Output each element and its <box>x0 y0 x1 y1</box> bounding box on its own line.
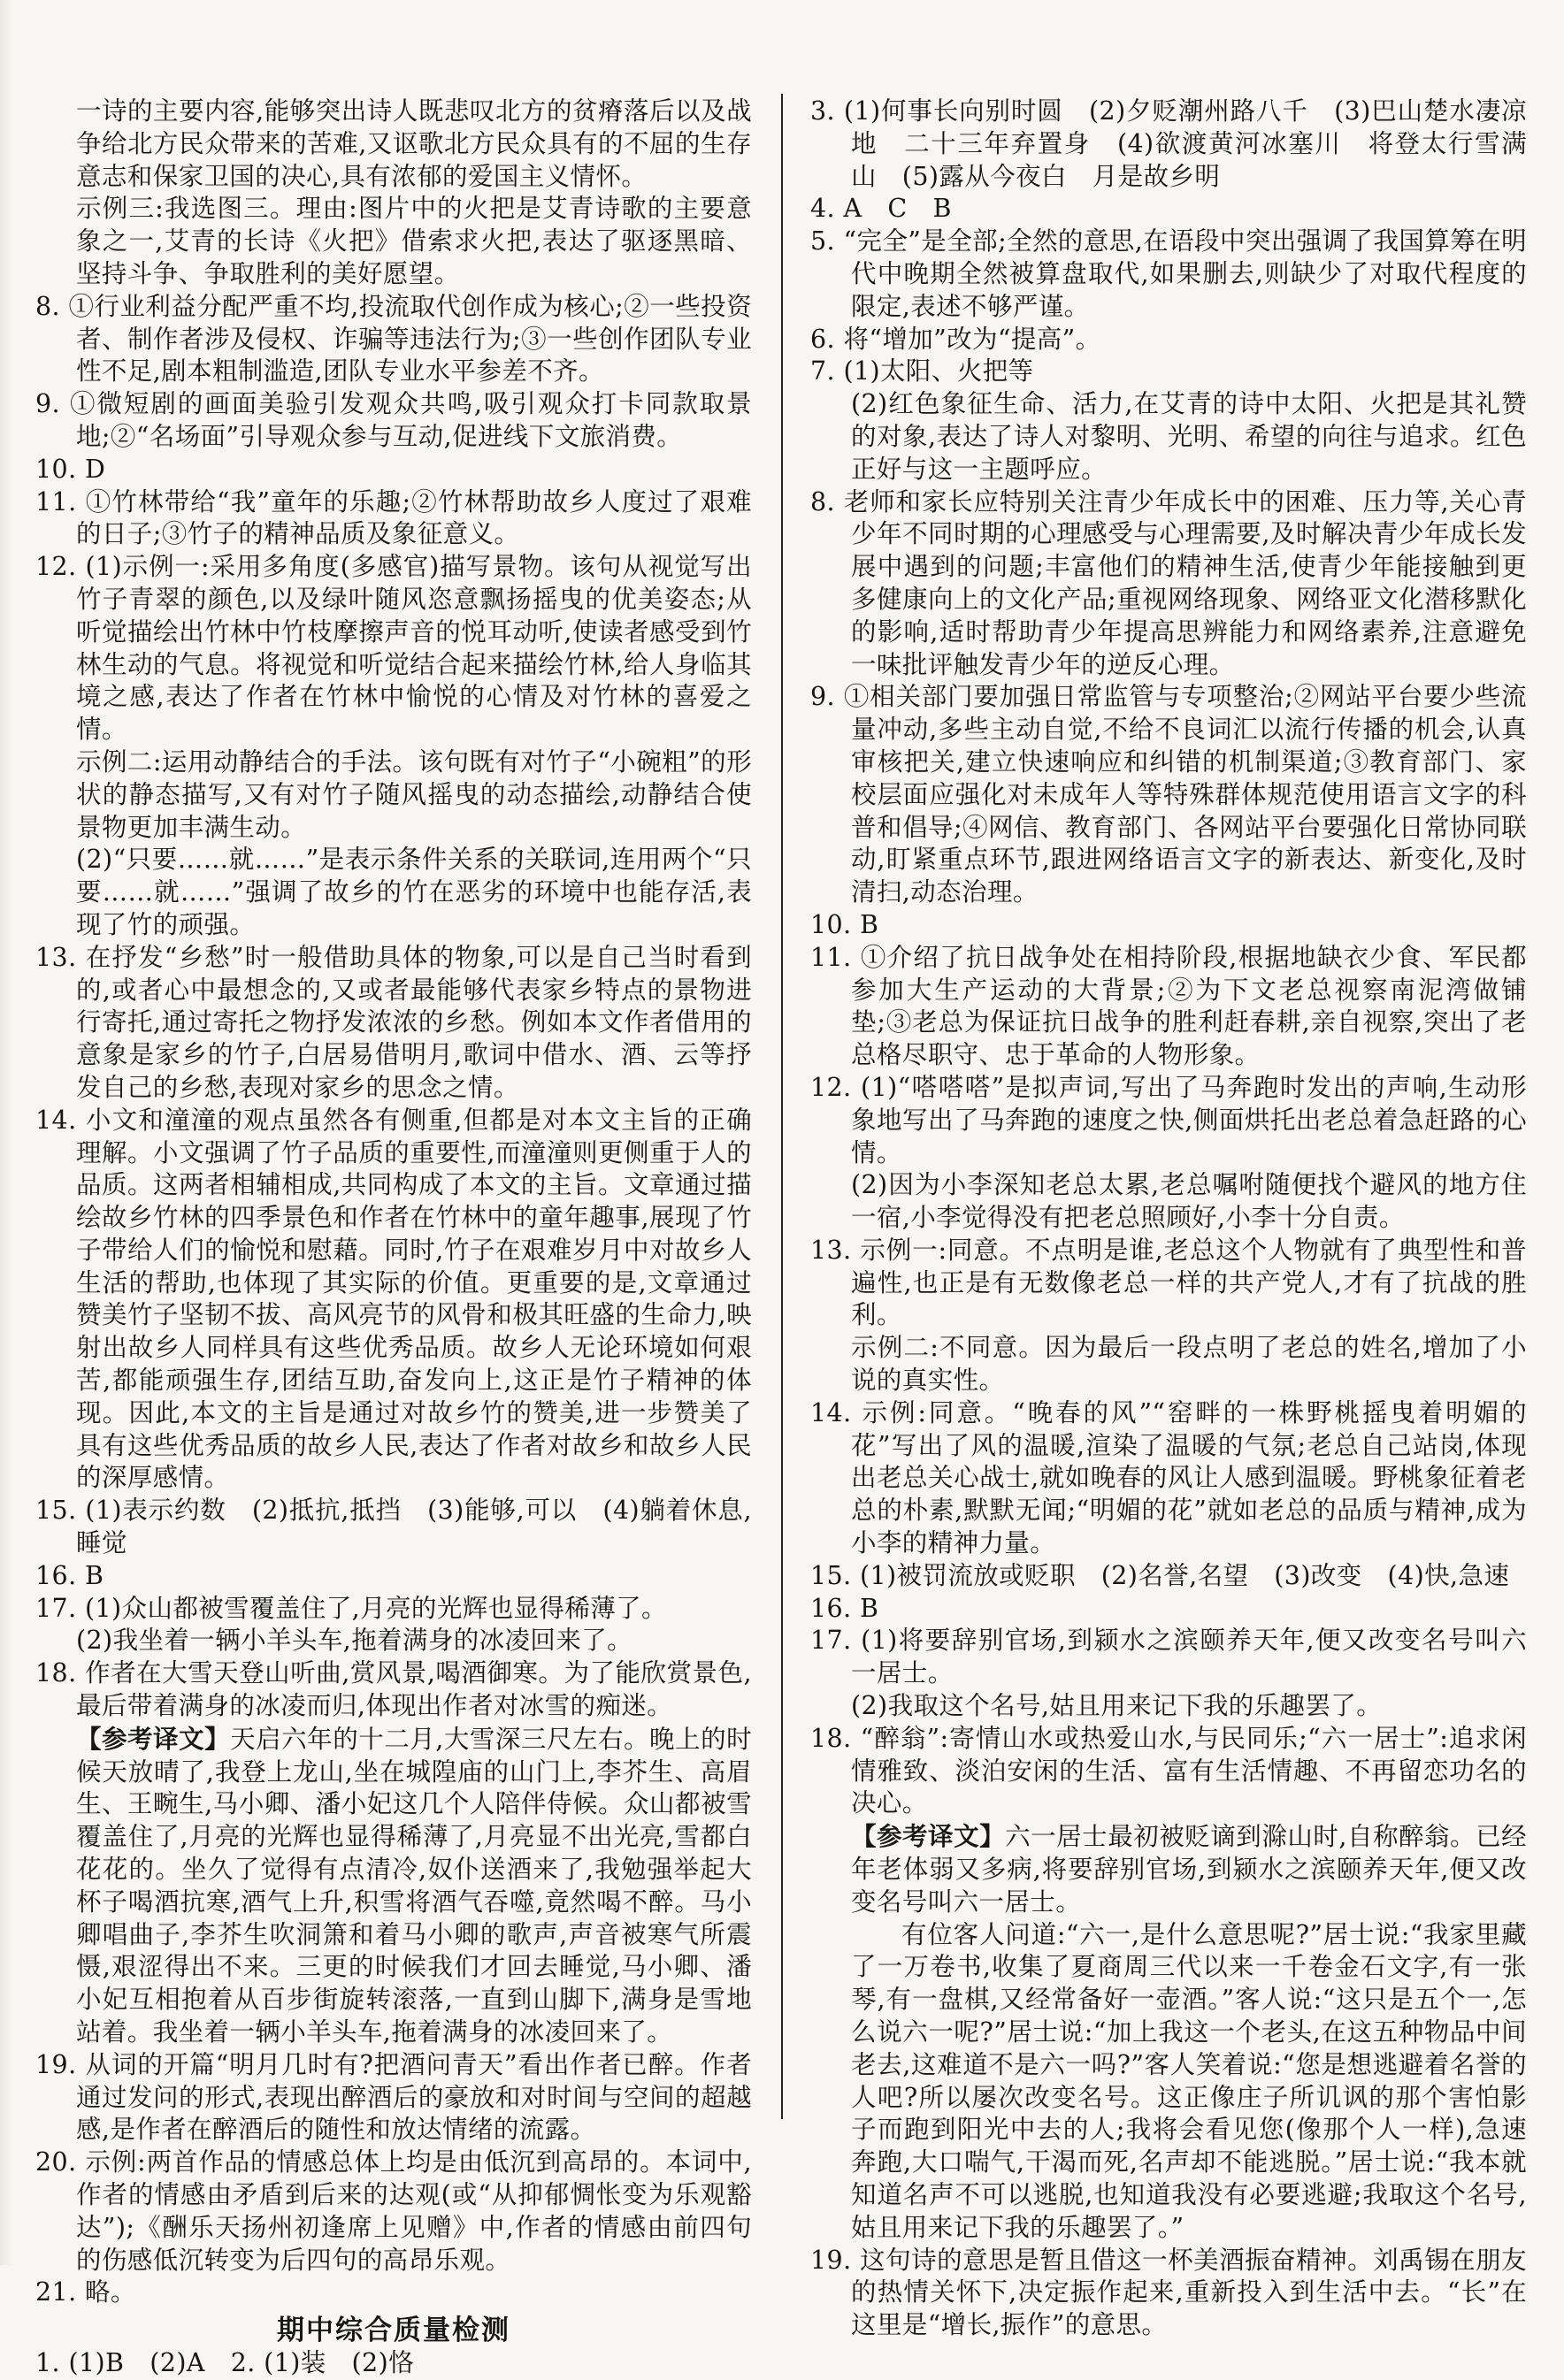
answer-text: 5. “完全”是全部;全然的意思,在语段中突出强调了我国算筹在明代中晚期全然被算盘取代,如果删去,则缺少了对取代程度的限定,表述不够严谨。 <box>810 226 1527 321</box>
answer-text: 12. (1)“嗒嗒嗒”是拟声词,写出了马奔跑时发出的声响,生动形象地写出了马奔跑的速度之快,侧面烘托出老总着急赶路的心情。 <box>810 1072 1527 1167</box>
answer-text: 16. B <box>810 1593 879 1623</box>
answer-text: 19. 从词的开篇“明月几时有?把酒问青天”看出作者已醉。作者通过发问的形式,表现出醉酒后的豪放和对时间与空间的超越感,是作者在醉酒后的随性和放达情绪的流露。 <box>35 2049 752 2145</box>
reference-translation-label: 【参考译文】 <box>851 1821 1006 1852</box>
answer-paragraph <box>35 486 752 552</box>
answer-paragraph <box>810 1690 1527 1723</box>
answer-text: 六一居士最初被贬谪到滁山时,自称醉翁。已经年老体弱又多病,将要辞别官场,到颍水之滨颐养天年,便又改变名号叫六一居士。 <box>851 1822 1527 1917</box>
answer-paragraph <box>810 486 1527 682</box>
answer-text: 19. 这句诗的意思是暂且借这一杯美酒振奋精神。刘禹锡在朋友的热情关怀下,决定振作起来,重新投入到生活中去。“长”在这里是“增长,振作”的意思。 <box>810 2245 1527 2340</box>
answer-text: (2)“只要……就……”是表示条件关系的关联词,连用两个“只要……就……”强调了故乡的竹在恶劣的环境中也能存活,表现了竹的顽强。 <box>76 845 752 939</box>
answer-paragraph <box>810 324 1527 356</box>
answer-text: 示例二:不同意。因为最后一段点明了老总的姓名,增加了小说的真实性。 <box>851 1333 1527 1396</box>
binding-shadow <box>0 0 12 2265</box>
answer-paragraph <box>35 2147 752 2277</box>
answer-paragraph <box>35 746 752 844</box>
answer-text: 14. 小文和潼潼的观点虽然各有侧重,但都是对本文主旨的正确理解。小文强调了竹子品质的重要性,而潼潼则更侧重于人的品质。这两者相辅相成,共同构成了本文的主旨。文章通过描绘故乡竹林的四季景色和作者在竹林中的童年趣事,展现了竹子带给人们的愉悦和慰藉。同时,竹子在艰难岁月中对故乡人生活的帮助,也体现了其实际的价值。更重要的是,文章通过赞美竹子坚韧不拔、高风亮节的风骨和极其旺盛的生命力,映射出故乡人同样具有这些优秀品质。故乡人无论环境如何艰苦,都能顽强生存,团结互助,奋发向上,这正是竹子精神的体现。因此,本文的主旨是通过对故乡竹的赞美,进一步赞美了具有这些优秀品质的故乡人民,表达了作者对故乡和故乡人民的深厚感情。 <box>35 1105 752 1493</box>
reference-translation-label: 【参考译文】 <box>76 1723 231 1754</box>
answer-paragraph <box>35 1560 752 1593</box>
answer-paragraph <box>810 226 1527 323</box>
answer-paragraph <box>810 1593 1527 1626</box>
answer-text: 21. 略。 <box>35 2277 136 2307</box>
answer-paragraph <box>810 1332 1527 1397</box>
answer-paragraph <box>810 2245 1527 2342</box>
answer-text: 11. ①介绍了抗日战争处在相持阶段,根据地缺衣少食、军民都参加大生产运动的大背景;②为下文老总视察南泥湾做铺垫;③老总为保证抗日战争的胜利赶春耕,亲自视察,突出了老总格尽职守、忠于革命的人物形象。 <box>810 942 1527 1070</box>
answer-paragraph <box>810 388 1527 486</box>
answer-text: 13. 在抒发“乡愁”时一般借助具体的物象,可以是自己当时看到的,或者心中最想念的,又或者最能够代表家乡特点的景物进行寄托,通过寄托之物抒发浓浓的乡愁。例如本文作者借用的意象是家乡的竹子,白居易借明月,歌词中借水、酒、云等抒发自己的乡愁,表现对家乡的思念之情。 <box>35 942 752 1102</box>
answer-paragraph <box>35 2277 752 2309</box>
answer-text: 12. (1)示例一:采用多角度(多感官)描写景物。该句从视觉写出竹子青翠的颜色,以及绿叶随风恣意飘扬摇曳的优美姿态;从听觉描绘出竹林中竹枝摩擦声音的悦耳动听,使读者感受到竹林生动的气息。将视觉和听觉结合起来描绘竹林,给人身临其境之感,表达了作者在竹林中愉悦的心情及对竹林的喜爱之情。 <box>35 552 752 745</box>
answer-text: 15. (1)表示约数 (2)抵抗,抵挡 (3)能够,可以 (4)躺着休息,睡觉 <box>35 1496 752 1558</box>
answer-paragraph <box>35 193 752 290</box>
answer-text: 17. (1)将要辞别官场,到颍水之滨颐养天年,便又改变名号叫六一居士。 <box>810 1626 1527 1688</box>
answer-paragraph <box>810 909 1527 942</box>
answer-paragraph <box>810 96 1527 193</box>
answer-text: (2)我坐着一辆小羊头车,拖着满身的冰凌回来了。 <box>76 1626 633 1656</box>
answer-paragraph <box>810 1625 1527 1690</box>
answer-text: 示例三:我选图三。理由:图片中的火把是艾青诗歌的主要意象之一,艾青的长诗《火把》借索求火把,表达了驱逐黑暗、坚持斗争、争取胜利的美好愿望。 <box>76 194 752 288</box>
answer-paragraph <box>810 193 1527 226</box>
right-column <box>810 96 1527 2342</box>
column-divider <box>781 94 783 2119</box>
answer-paragraph <box>35 1625 752 1657</box>
answer-paragraph: 1. (1)B (2)A 2. (1)装 (2)恪 <box>35 2347 415 2377</box>
answer-text: 3. (1)何事长向别时圆 (2)夕贬潮州路八千 (3)巴山楚水凄凉地 二十三年弃置身 (4)欲渡黄河冰塞川 将登太行雪满山 (5)露从今夜白 月是故乡明 <box>810 96 1527 191</box>
answer-paragraph <box>810 942 1527 1072</box>
answer-text: 14. 示例:同意。“晚春的风”“窑畔的一株野桃摇曳着明媚的花”写出了风的温暖,渲染了温暖的气氛;老总自己站岗,体现出老总关心战士,就如晚春的风让人感到温暖。野桃象征着老总的朴素,默默无闻;“明媚的花”就如老总的品质与精神,成为小李的精神力量。 <box>810 1397 1527 1558</box>
answer-paragraph <box>35 1495 752 1560</box>
answer-paragraph <box>810 356 1527 388</box>
answer-paragraph <box>810 681 1527 909</box>
answer-text: 16. B <box>35 1560 104 1590</box>
answer-text: 13. 示例一:同意。不点明是谁,老总这个人物就有了典型性和普遍性,也正是有无数像老总一样的共产党人,才有了抗战的胜利。 <box>810 1235 1527 1330</box>
left-column <box>35 96 752 2380</box>
answer-paragraph <box>35 1657 752 1723</box>
answer-paragraph <box>35 2049 752 2147</box>
answer-text: 8. 老师和家长应特别关注青少年成长中的困难、压力等,关心青少年不同时期的心理感受与心理需要,及时解决青少年成长发展中遇到的问题;丰富他们的精神生活,使青少年能接触到更多健康向上的文化产品;重视网络现象、网络亚文化潜移默化的影响,适时帮助青少年提高思辨能力和网络素养,注意避免一味批评触发青少年的逆反心理。 <box>810 486 1527 679</box>
answer-text: 8. ①行业利益分配严重不均,投流取代创作成为核心;②一些投资者、制作者涉及侵权、诈骗等违法行为;③一些创作团队专业性不足,剧本粗制滥造,团队专业水平参差不齐。 <box>35 291 752 386</box>
answer-paragraph <box>810 1919 1527 2245</box>
answer-text: 9. ①相关部门要加强日常监管与专项整治;②网站平台要少些流量冲动,多些主动自觉,不给不良词汇以流行传播的机会,认真审核把关,建立快速响应和纠错的机制渠道;③教育部门、家校层面应强化对未成年人等特殊群体规范使用语言文字的科普和倡导;④网信、教育部门、各网站平台要强化日常协同联动,盯紧重点环节,跟进网络语言文字的新表达、新变化,及时清扫,动态治理。 <box>810 682 1527 907</box>
answer-paragraph <box>35 454 752 486</box>
answer-text: (2)因为小李深知老总太累,老总嘱咐随便找个避风的地方住一宿,小李觉得没有把老总照顾好,小李十分自责。 <box>851 1170 1527 1233</box>
answer-text: 6. 将“增加”改为“提高”。 <box>810 324 1101 354</box>
answer-paragraph <box>810 1235 1527 1332</box>
answer-text: 一诗的主要内容,能够突出诗人既悲叹北方的贫瘠落后以及战争给北方民众带来的苦难,又讴歌北方民众具有的不屈的生存意志和保家卫国的决心,具有浓郁的爱国主义情怀。 <box>76 96 752 191</box>
answer-paragraph <box>35 1723 752 2049</box>
answer-paragraph <box>810 1723 1527 1820</box>
answer-paragraph <box>35 551 752 746</box>
answer-text: 7. (1)太阳、火把等 <box>810 356 1034 386</box>
answer-text: 17. (1)众山都被雪覆盖住了,月亮的光辉也显得稀薄了。 <box>35 1593 667 1623</box>
answer-text: (2)红色象征生命、活力,在艾青的诗中太阳、火把是其礼赞的对象,表达了诗人对黎明、光明、希望的向往与追求。红色正好与这一主题呼应。 <box>851 389 1527 484</box>
answer-text: 18. 作者在大雪天登山听曲,赏风景,喝酒御寒。为了能欣赏景色,最后带着满身的冰凌而归,体现出作者对冰雪的痴迷。 <box>35 1658 752 1721</box>
answer-paragraph <box>35 291 752 388</box>
answer-paragraph <box>35 1593 752 1626</box>
answer-paragraph <box>810 1560 1527 1593</box>
answer-text: 15. (1)被罚流放或贬职 (2)名誉,名望 (3)改变 (4)快,急速 <box>810 1560 1510 1590</box>
answer-text: 10. B <box>810 909 879 939</box>
section-title: 期中综合质量检测 <box>277 2315 510 2347</box>
answer-text: 11. ①竹林带给“我”童年的乐趣;②竹林帮助故乡人度过了艰难的日子;③竹子的精神品质及象征意义。 <box>35 486 752 549</box>
answer-text: 有位客人问道:“六一,是什么意思呢?”居士说:“我家里藏了一万卷书,收集了夏商周三代以来一千卷金石文字,有一张琴,有一盘棋,又经常备好一壶酒。”客人说:“这只是五个一,怎么说六一呢?”居士说:“加上我这一个老头,在这五种物品中间老去,这难道不是六一吗?”客人笑着说:“您是想逃避着名誉的人吧?所以屡次改变名号。这正像庄子所讥讽的那个害怕影子而跑到阳光中去的人;我将会看见您(像那个人一样),急速奔跑,大口喘气,干渴而死,名声却不能逃脱。”居士说:“我本就知道名声不可以逃脱,也知道我没有必要逃避;我取这个名号,姑且用来记下我的乐趣罢了。” <box>851 1919 1527 2242</box>
answer-paragraph <box>35 942 752 1105</box>
answer-paragraph <box>810 1169 1527 1235</box>
answer-text: 4. A C B <box>810 194 952 224</box>
answer-paragraph <box>810 1397 1527 1560</box>
answer-text: (2)我取这个名号,姑且用来记下我的乐趣罢了。 <box>851 1691 1383 1721</box>
answer-text: 20. 示例:两首作品的情感总体上均是由低沉到高昂的。本词中,作者的情感由矛盾到后来的达观(或“从抑郁惆怅变为乐观豁达”);《酬乐天扬州初逢席上见赠》中,作者的情感由前四句的伤感低沉转变为后四句的高昂乐观。 <box>35 2147 752 2275</box>
answer-paragraph <box>35 96 752 193</box>
answer-paragraph <box>35 1105 752 1496</box>
answer-text: 示例二:运用动静结合的手法。该句既有对竹子“小碗粗”的形状的静态描写,又有对竹子随风摇曳的动态描绘,动静结合使景物更加丰满生动。 <box>76 746 752 842</box>
answer-paragraph <box>35 844 752 941</box>
answer-paragraph <box>810 1072 1527 1169</box>
answer-text: 天启六年的十二月,大雪深三尺左右。晚上的时候天放晴了,我登上龙山,坐在城隍庙的山门上,李芥生、高眉生、王畹生,马小卿、潘小妃这几个人陪伴侍候。众山都被雪覆盖住了,月亮的光辉也显得稀薄了,月亮显不出光亮,雪都白花花的。坐久了觉得有点清冷,奴仆送酒来了,我勉强举起大杯子喝酒抗寒,酒气上升,积雪将酒气吞噬,竟然喝不醉。马小卿唱曲子,李芥生吹洞箫和着马小卿的歌声,声音被寒气所震慑,艰涩得出不来。三更的时候我们才回去睡觉,马小卿、潘小妃互相抱着从百步街旋转滚落,一直到山脚下,满身是雪地站着。我坐着一辆小羊头车,拖着满身的冰凌回来了。 <box>76 1724 752 2047</box>
answer-paragraph <box>35 388 752 454</box>
answer-text: 9. ①微短剧的画面美验引发观众共鸣,吸引观众打卡同款取景地;②“名场面”引导观众参与互动,促进线下文旅消费。 <box>35 389 752 451</box>
answer-text: 18. “醉翁”:寄情山水或热爱山水,与民同乐;“六一居士”:追求闲情雅致、淡泊安闲的生活、富有生活情趣、不再留恋功名的决心。 <box>810 1723 1527 1818</box>
answer-text: 10. D <box>35 454 106 484</box>
answer-paragraph <box>810 1820 1527 1918</box>
